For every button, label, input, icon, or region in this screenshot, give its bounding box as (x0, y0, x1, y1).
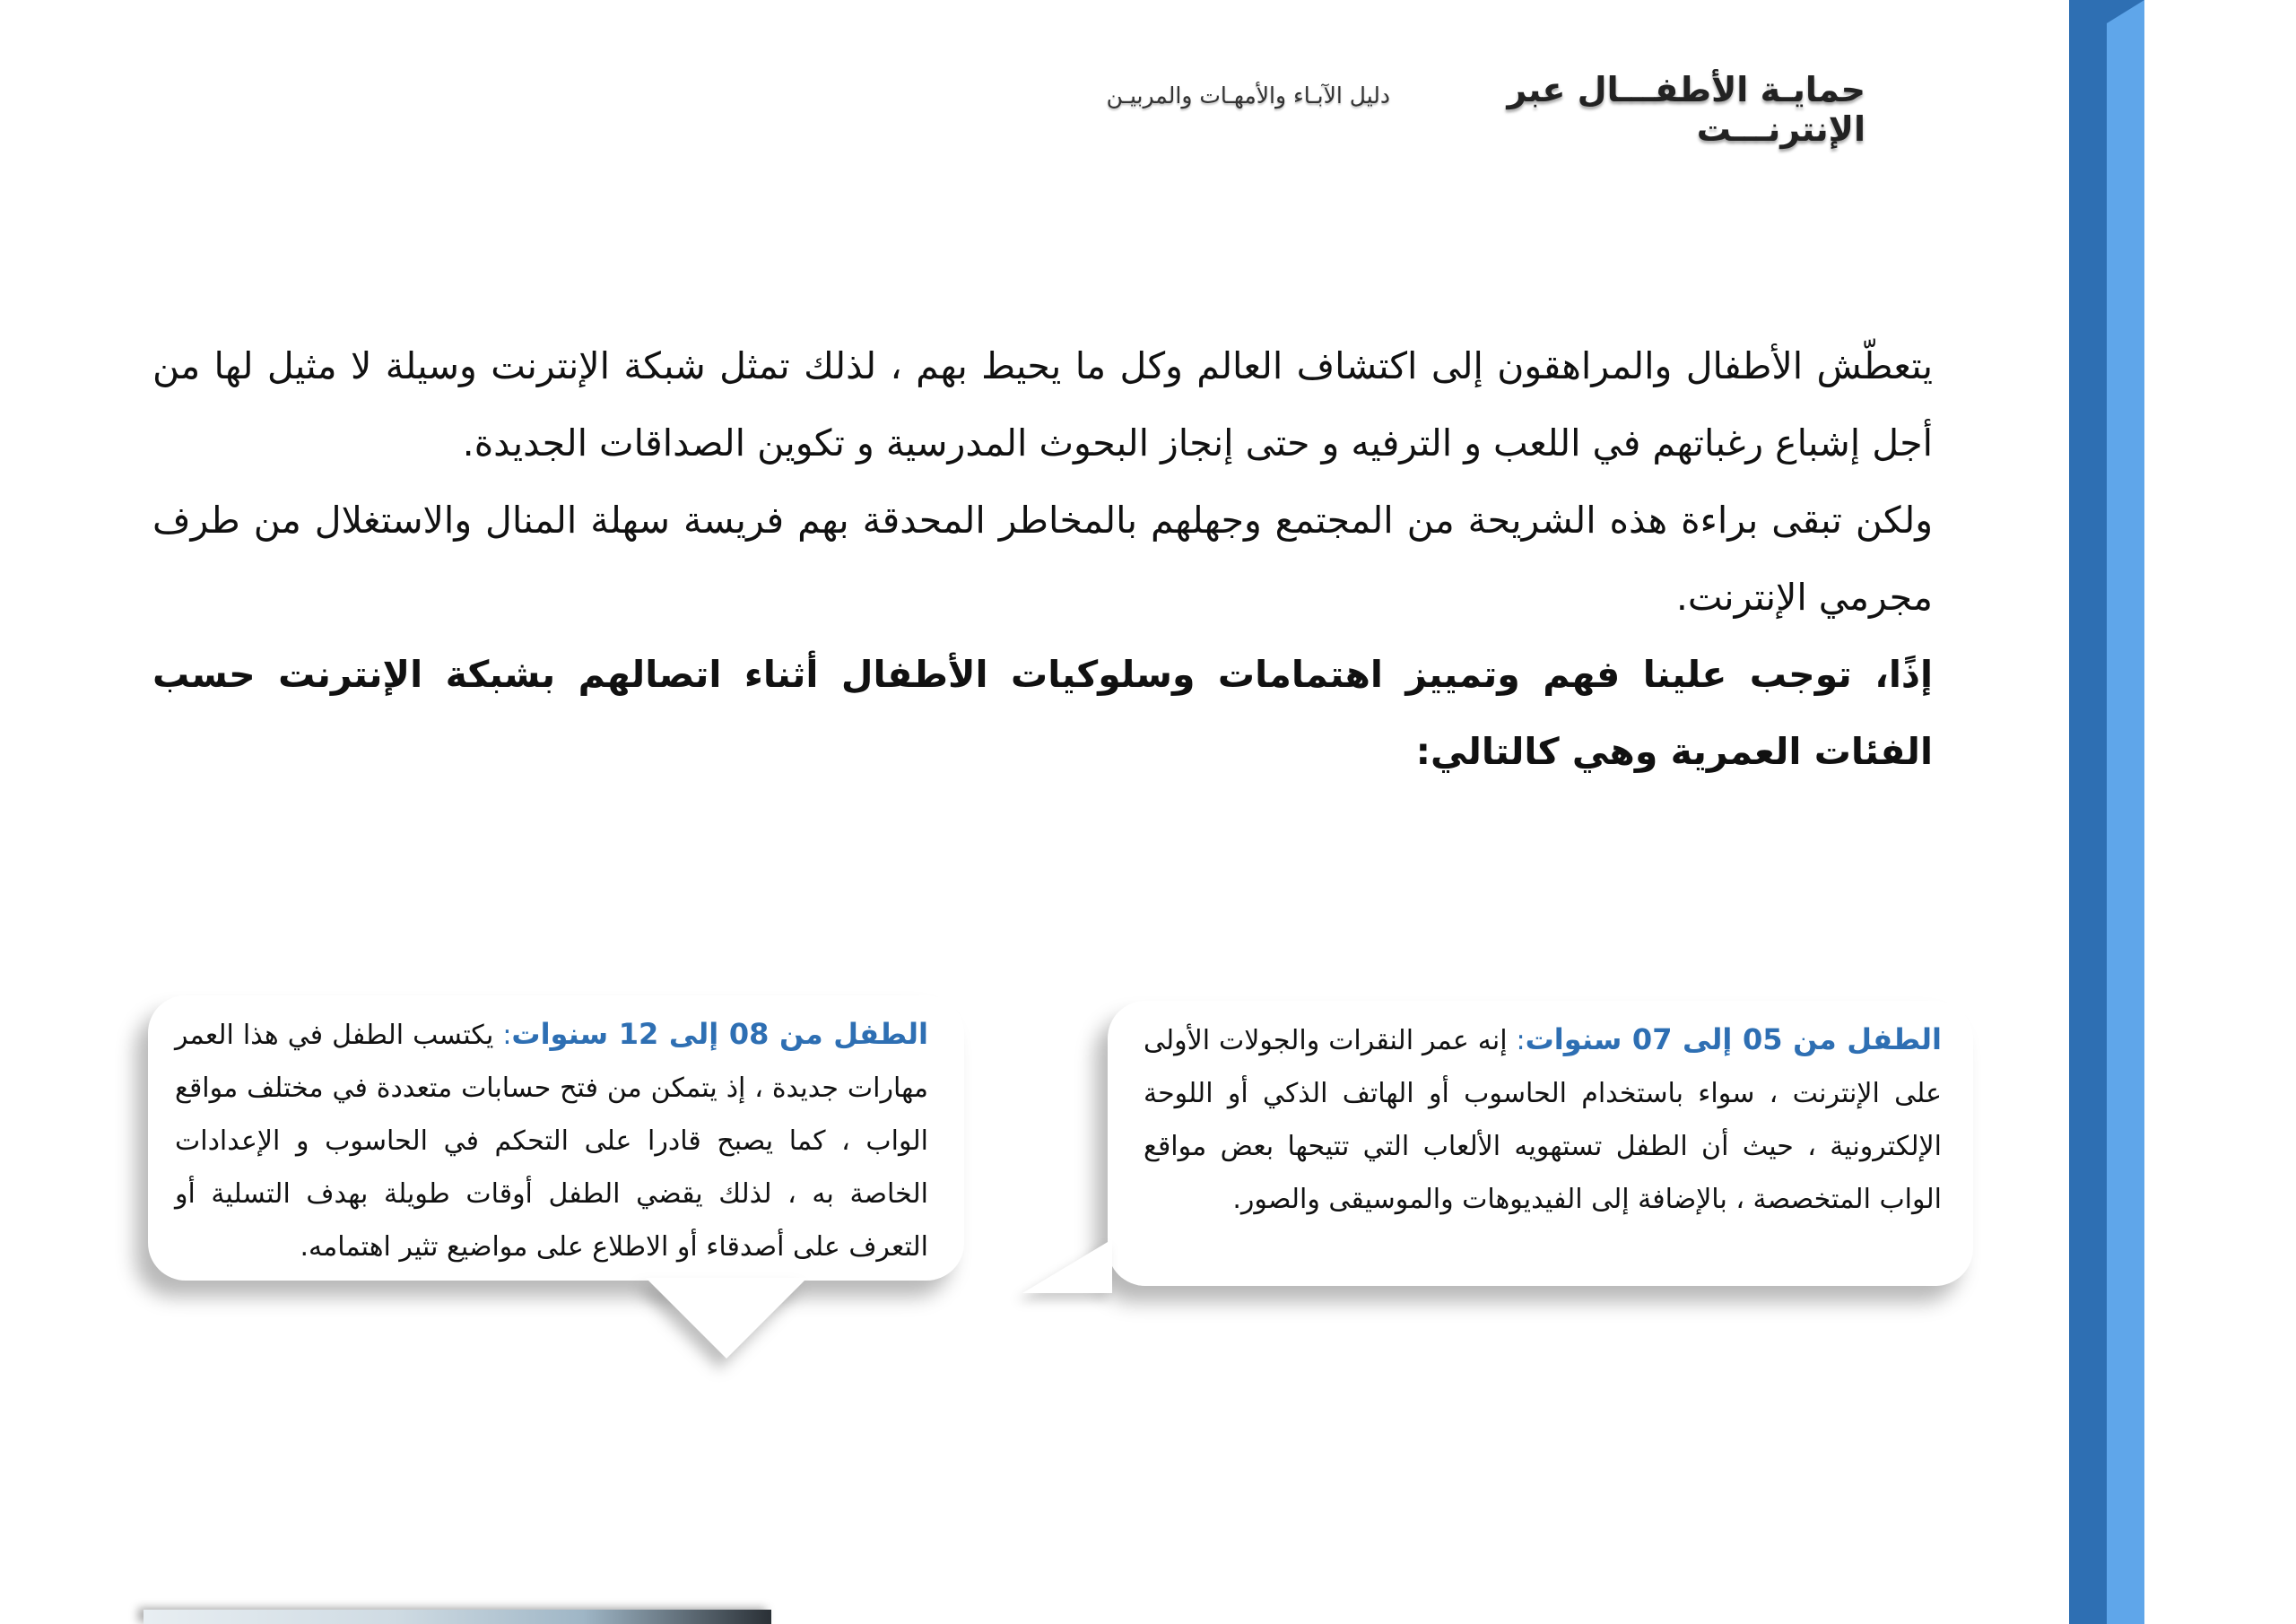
age-description: إنه عمر النقرات والجولات الأولى على الإنترنت ، سواء باستخدام الحاسوب أو الهاتف الذكي أو اللوحة الإلكترونية ، حيث أن الطفل تستهويه الألعاب التي تتيحها بعض مواقع الواب المتخصصة ، بالإضافة إلى الفيديوهات والموسيقى والصور. (1144, 1025, 1942, 1215)
callout-age-08-12 (148, 995, 964, 1281)
age-description: يكتسب الطفل في هذا العمر مهارات جديدة ، إذ يتمكن من فتح حسابات متعددة في مختلف مواقع الواب ، كما يصبح قادرا على التحكم في الحاسوب و الإعدادات الخاصة به ، لذلك يقضي الطفل أوقات طويلة بهدف التسلية أو التعرف على أصدقاء أو الاطلاع على مواضيع تثير اهتمامه. (175, 1020, 928, 1263)
header-subtitle: دليل الآبـاء والأمهـات والمربيـن (1106, 83, 1390, 109)
conclusion-paragraph: إذًا، توجب علينا فهم وتمييز اهتمامات وسلوكيات الأطفال أثناء اتصالهم بشبكة الإنترنت حسب الفئات العمرية وهي كالتالي: (152, 653, 1933, 773)
risk-paragraph: ولكن تبقى براءة هذه الشريحة من المجتمع وجهلهم بالمخاطر المحدقة بهم فريسة سهلة المنال والاستغلال من طرف مجرمي الإنترنت. (152, 499, 1933, 619)
intro-paragraph: يتعطّش الأطفال والمراهقون إلى اكتشاف العالم وكل ما يحيط بهم ، لذلك تمثل شبكة الإنترنت وسيلة لا مثيل لها من أجل إشباع رغباتهم في اللعب و الترفيه و حتى إنجاز البحوث المدرسية و تكوين الصداقات الجديدة. (152, 344, 1933, 465)
side-bar-corner (2107, 0, 2144, 23)
callout-age-05-07 (1108, 1001, 1973, 1286)
age-separator: : (1516, 1025, 1526, 1056)
side-bar-dark (2069, 0, 2107, 1624)
callout-text (175, 1008, 928, 1273)
callout-tail-left (646, 1278, 807, 1359)
age-label: الطفل من 05 إلى 07 سنوات (1525, 1022, 1943, 1056)
age-label: الطفل من 08 إلى 12 سنوات (511, 1017, 929, 1051)
main-text (152, 327, 1933, 790)
age-separator: : (502, 1020, 512, 1051)
photo-edge (144, 1610, 771, 1624)
callout-text (1144, 1013, 1942, 1226)
side-bar-light (2107, 0, 2144, 1624)
header-title: حمايـة الأطفـــال عبر الإنترنـــت (1507, 70, 1866, 149)
callout-tail-right (1022, 1239, 1112, 1293)
